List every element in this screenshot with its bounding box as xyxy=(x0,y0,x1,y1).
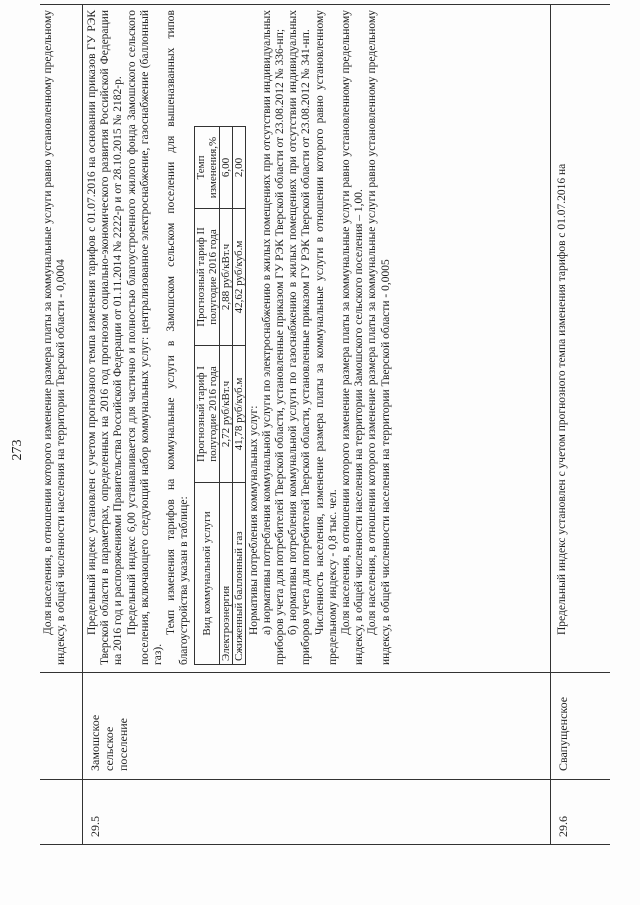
tariff-table xyxy=(194,126,246,665)
tariff-table-header-rate: Темп изменения,% xyxy=(194,127,219,209)
paragraph-2: Предельный индекс 6,00 устанавливается для частично и полностью благоустроенного жилого фонда Замошского сельского поселения, включающего следующий набор коммунальных услуг: централизованное электроснабжение, газоснабжение (баллонный газ). xyxy=(125,10,165,665)
row-29-5-number: 29.5 xyxy=(88,816,102,837)
row-divider-29-6 xyxy=(550,5,551,845)
table-row xyxy=(219,127,232,665)
table-cell: 2,88 руб/кВт.ч xyxy=(219,209,232,346)
table-cell: 2,72 руб/кВт.ч xyxy=(219,346,232,483)
table-right-border xyxy=(40,4,610,5)
paragraph-9: Доля населения, в отношении которого изменение размера платы за коммунальные услуги равно установленному предельному индексу, в общей численности населения на территории Тверской области - 0,0005 xyxy=(366,10,392,665)
row-prev-paragraph: Доля населения, в отношении которого изменение размера платы за коммунальные услуги равно установленному предельному индексу, в общей численности населения на территории Тверской области - 0,0004 xyxy=(42,10,68,665)
table-row xyxy=(232,127,245,665)
paragraph-6: б) нормативы потребления коммунальной услуги по газоснабжению в жилых помещениях при отсутствии индивидуальных приборов учета для потребителей Тверской области, установленные приказом ГУ РЭК Тверской области от 23.08.2012 № 341-нп. xyxy=(287,10,313,665)
table-name-column-border xyxy=(40,672,610,673)
paragraph-1: Предельный индекс установлен с учетом прогнозного темпа изменения тарифов с 01.07.2016 на основании приказов ГУ РЭК Тверской области в параметрах, определенных на 2016 год прогнозом социально-экономического развития Российской Федерации на 2016 год и распоряжениями Правительства Российской Федерации от 01.11.2014 № 2222-р и от 28.10.2015 № 2182-р. xyxy=(86,10,125,665)
tariff-table-header-h2: Прогнозный тариф II полугодие 2016 года xyxy=(194,209,219,346)
paragraph-7: Численность населения, изменение размера платы за коммунальные услуги в отношении которого равно установленному предельному индексу - 0,8 тыс. чел. xyxy=(313,10,339,665)
table-num-column-border xyxy=(40,779,610,780)
row-29-6-number: 29.6 xyxy=(556,816,570,837)
row-29-6-text xyxy=(556,10,569,665)
paragraph-8: Доля населения, в отношении которого изменение размера платы за коммунальные услуги равно установленному предельному индексу, в общей численности населения на территории Замошского сельского поселения – 1,00. xyxy=(340,10,366,665)
row-29-5-name: Замошское сельское поселение xyxy=(88,714,130,771)
tariff-table-header-h1: Прогнозный тариф I полугодие 2016 года xyxy=(194,346,219,483)
row-prev-text xyxy=(42,10,68,665)
row-29-6-name: Свапущенское xyxy=(556,696,570,771)
row-29-5-text xyxy=(86,10,393,665)
paragraph-4: Нормативы потребления коммунальных услуг: xyxy=(247,405,260,635)
page-number: 273 xyxy=(10,439,25,461)
table-left-border xyxy=(40,844,610,845)
table-cell: 42,62 руб/куб.м xyxy=(232,209,245,346)
row-divider-prev xyxy=(82,5,83,845)
table-cell: Сжиженный баллонный газ xyxy=(232,483,245,665)
paragraph-3: Темп изменения тарифов на коммунальные услуги в Замошском сельском поселении для вышеназванных типов благоустройства указан в таблице: xyxy=(165,10,191,665)
table-cell: Электроэнергия xyxy=(219,483,232,665)
table-cell: 41,78 руб/куб.м xyxy=(232,346,245,483)
tariff-table-header-service: Вид коммунальной услуги xyxy=(194,483,219,665)
table-cell: 2,00 xyxy=(232,127,245,209)
table-cell: 6,00 xyxy=(219,127,232,209)
paragraph-5: а) нормативы потребления коммунальной услуги по электроснабжению в жилых помещениях при отсутствии индивидуальных приборов учета для потребителей Тверской области, установленные приказом ГУ РЭК Тверской области от 23.08.2012 № 336-нп; xyxy=(260,10,287,665)
row-29-6-paragraph: Предельный индекс установлен с учетом прогнозного темпа изменения тарифов с 01.07.2016 на xyxy=(556,163,568,635)
